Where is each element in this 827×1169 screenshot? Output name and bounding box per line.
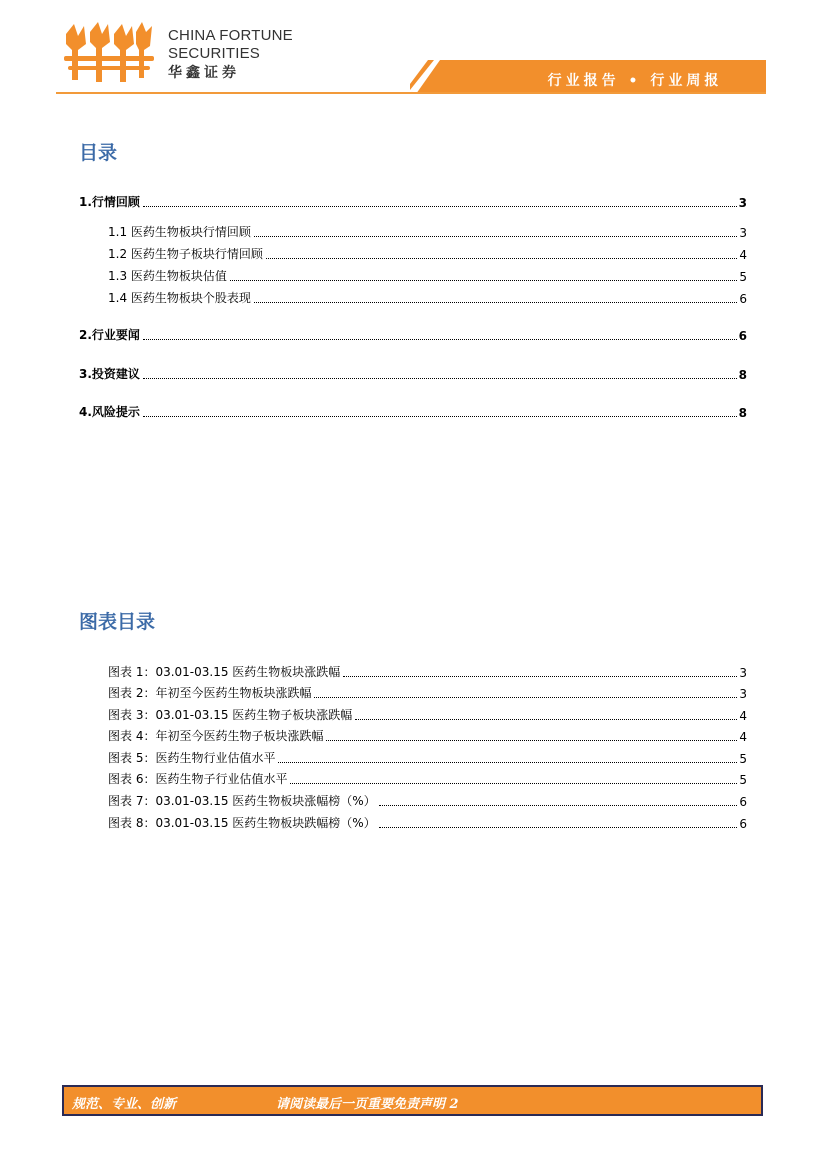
report-type: 行业报告 • 行业周报 [547,73,723,89]
figure-entry-page: 3 [739,666,747,680]
toc-entry[interactable] [108,268,747,284]
dot-leader [230,280,737,281]
figure-entry[interactable] [108,771,747,787]
figure-entry-label: 图表 4：年初至今医药生物子板块涨跌幅 [108,729,324,743]
figure-entry[interactable] [108,815,747,831]
dot-leader [343,676,737,677]
dot-leader [143,206,737,207]
dot-leader [254,236,737,237]
figure-entry[interactable] [108,685,747,701]
company-logo [64,20,154,86]
toc-entry-label: 4.风险提示 [79,405,140,419]
toc-entry-label: 1.4 医药生物板块个股表现 [108,291,251,305]
toc-entry-page: 6 [738,329,747,343]
figure-entry-label: 图表 2：年初至今医药生物板块涨跌幅 [108,686,312,700]
footer-bar [62,1085,763,1116]
toc-entry[interactable] [79,327,747,343]
dot-leader [379,805,738,806]
toc-title: 目录 [79,142,118,164]
dot-leader [326,740,737,741]
figure-entry-label: 图表 1：03.01-03.15 医药生物板块涨跌幅 [108,665,341,679]
toc-entry[interactable] [108,224,747,240]
toc-entry-label: 1.1 医药生物板块行情回顾 [108,225,251,239]
figure-entry-label: 图表 6：医药生物子行业估值水平 [108,772,288,786]
figure-entry-page: 5 [739,752,747,766]
toc-entry-label: 1.3 医药生物板块估值 [108,269,227,283]
figure-entry[interactable] [108,793,747,809]
dot-leader [143,339,737,340]
toc-entry-label: 2.行业要闻 [79,328,140,342]
dot-leader [254,302,737,303]
toc-entry[interactable] [79,404,747,420]
toc-entry-page: 6 [739,292,747,306]
toc-entry-page: 8 [738,406,747,420]
dot-leader [143,378,737,379]
figure-entry-label: 图表 5：医药生物行业估值水平 [108,751,276,765]
figure-entry-page: 3 [739,687,747,701]
toc-entry-page: 5 [739,270,747,284]
toc-entry[interactable] [79,366,747,382]
dot-leader [143,416,737,417]
dot-leader [355,719,737,720]
toc-entry-page: 4 [739,248,747,262]
brand-line-3: 华鑫证券 [168,64,240,80]
figure-entry[interactable] [108,750,747,766]
header-divider [56,92,766,94]
toc-entry-label: 3.投资建议 [79,367,140,381]
toc-entry-label: 1.行情回顾 [79,195,140,209]
toc-entry-page: 3 [738,196,747,210]
figure-entry-label: 图表 7：03.01-03.15 医药生物板块涨幅榜（%） [108,794,376,808]
figure-entry[interactable] [108,707,747,723]
figure-entry-page: 4 [739,730,747,744]
figure-entry[interactable] [108,728,747,744]
figure-entry-label: 图表 3：03.01-03.15 医药生物子板块涨跌幅 [108,708,353,722]
footer-slogan: 规范、专业、创新 [72,1097,177,1112]
figure-entry[interactable] [108,664,747,680]
brand-line-1: CHINA FORTUNE [168,27,293,44]
dot-leader [379,827,738,828]
dot-leader [290,783,737,784]
figure-entry-label: 图表 8：03.01-03.15 医药生物板块跌幅榜（%） [108,816,376,830]
toc-entry[interactable] [108,290,747,306]
footer-notice: 请阅读最后一页重要免责声明 2 [276,1097,459,1112]
dot-leader [278,762,737,763]
dot-leader [266,258,737,259]
toc-entry-page: 3 [739,226,747,240]
toc-entry[interactable] [79,194,747,210]
figure-entry-page: 5 [739,773,747,787]
figure-entry-page: 6 [739,817,747,831]
toc-entry[interactable] [108,246,747,262]
figure-list-title: 图表目录 [79,611,156,633]
dot-leader [314,697,737,698]
figure-entry-page: 4 [739,709,747,723]
brand-line-2: SECURITIES [168,45,261,62]
brand-name [168,27,293,81]
toc-entry-page: 8 [738,368,747,382]
figure-entry-page: 6 [739,795,747,809]
toc-entry-label: 1.2 医药生物子板块行情回顾 [108,247,263,261]
